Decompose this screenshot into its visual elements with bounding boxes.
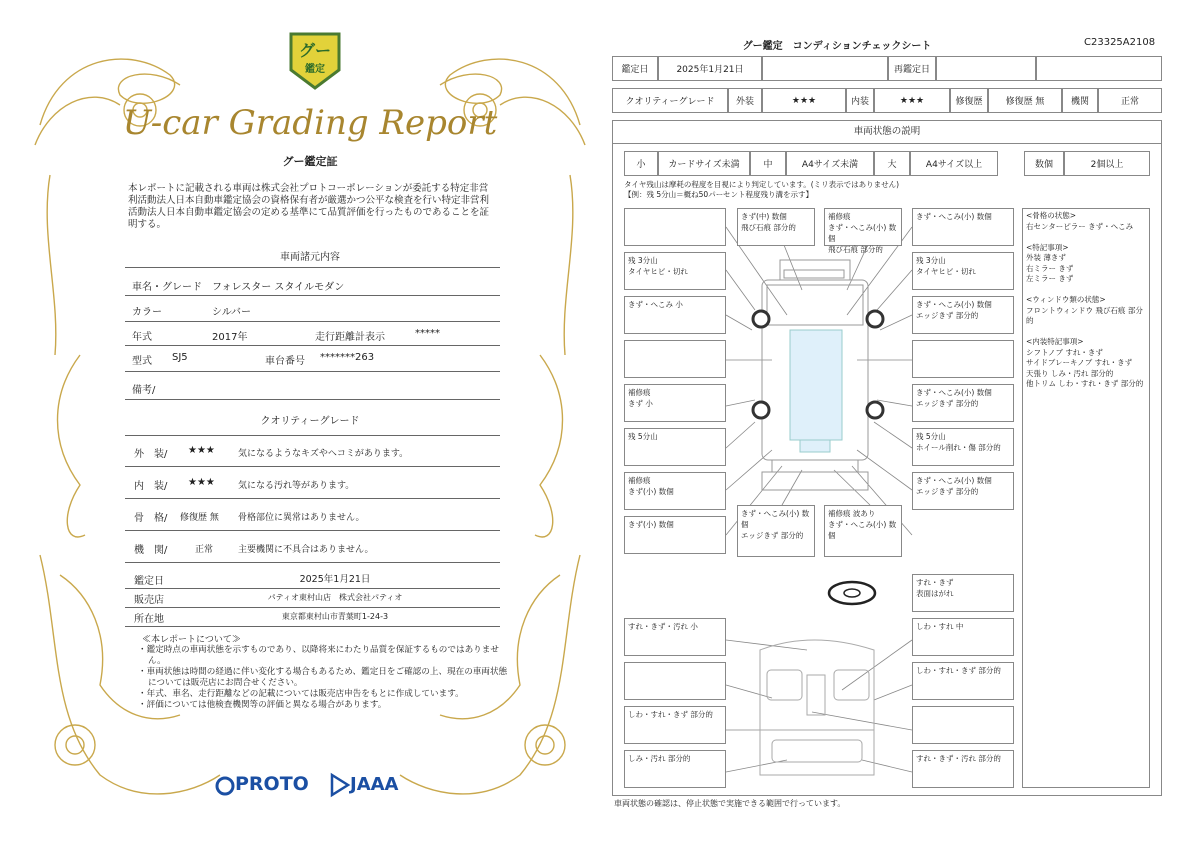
condition-box: 補修痕 きず(小) 数個 (624, 472, 726, 510)
notes-list (138, 645, 508, 711)
grade-value: 正常 (195, 545, 214, 555)
condition-box: 残 5分山 ホイール削れ・傷 部分的 (912, 428, 1014, 466)
date-label: 鑑定日 (134, 576, 164, 587)
grade-note: 気になるようなキズやヘコミがあります。 (238, 449, 409, 459)
grade-label: 外 装/ (134, 449, 168, 460)
count-label: 数個 (1024, 151, 1064, 176)
exterior-value: ★★★ (762, 88, 846, 113)
grade-note: 気になる汚れ等があります。 (238, 481, 355, 491)
grading-certificate (20, 15, 600, 835)
condition-box: きず・へこみ(小) 数個 エッジきず 部分的 (912, 296, 1014, 334)
note-item: ・車両状態は時間の経過に伴い変化する場合もあるため、鑑定日をご確認の上、現在の車両状態については販売店にお問合せください。 (138, 667, 508, 688)
chassis-label: 車台番号 (265, 356, 305, 367)
condition-box: きず・へこみ(小) 数個 (912, 208, 1014, 246)
address-value: 東京都東村山市青葉町1-24-3 (281, 612, 389, 621)
sheet-title: グー鑑定 コンディションチェックシート (742, 41, 932, 52)
condition-check-sheet (612, 30, 1164, 820)
badge-bottom-text: 鑑定 (305, 64, 325, 75)
condition-box (624, 662, 726, 700)
spec-heading: 車両諸元内容 (280, 252, 340, 263)
grade-label: 骨 格/ (134, 513, 168, 524)
condition-box: 補修痕 波あり きず・へこみ(小) 数個 (824, 505, 902, 557)
condition-box: しわ・すれ・きず 部分的 (912, 662, 1014, 700)
type-value: SJ5 (172, 352, 188, 363)
model-label: 車名・グレード (132, 282, 202, 293)
quality-heading: クオリティーグレード (260, 416, 360, 427)
note-item: ・年式、車名、走行距離などの記載については販売店申告をもとに作成しています。 (138, 689, 464, 699)
year-label: 年式 (132, 332, 152, 343)
redate-label: 再鑑定日 (888, 56, 936, 81)
jaaa-logo-text: JAAA (350, 774, 399, 795)
grade-note: 骨格部位に異常はありません。 (238, 513, 365, 523)
quality-grade-label: クオリティーグレード (612, 88, 728, 113)
condition-box: きず(中) 数個 飛び石痕 部分的 (737, 208, 815, 246)
condition-box: 補修痕 きず・へこみ(小) 数個 飛び石痕 部分的 (824, 208, 902, 246)
jaaa-logo (330, 773, 420, 799)
condition-box: しみ・汚れ 部分的 (624, 750, 726, 788)
condition-box: きず・へこみ(小) 数個 エッジきず 部分的 (737, 505, 815, 557)
script-title: U-car Grading Report (122, 103, 498, 143)
condition-box: きず・へこみ 小 (624, 296, 726, 334)
size-medium: 中 (750, 151, 786, 176)
date-value: 2025年1月21日 (299, 574, 371, 585)
type-label: 型式 (132, 356, 152, 367)
grade-value: ★★★ (188, 477, 215, 488)
sheet-code: C23325A2108 (1084, 37, 1156, 48)
condition-box: しわ・すれ 中 (912, 618, 1014, 656)
grade-value: ★★★ (188, 445, 215, 456)
steering-wheel-icon (829, 582, 875, 604)
proto-logo-icon (215, 775, 235, 797)
dealer-value: パティオ東村山店 株式会社パティオ (267, 593, 403, 602)
proto-logo (215, 773, 325, 799)
condition-box (624, 340, 726, 378)
condition-box: 残 3分山 タイヤヒビ・切れ (912, 252, 1014, 290)
proto-logo-text: PROTO (235, 773, 309, 795)
year-value: 2017年 (212, 332, 248, 343)
address-label: 所在地 (134, 614, 164, 625)
goo-badge (287, 30, 343, 92)
condition-box: すれ・きず・汚れ 部分的 (912, 750, 1014, 788)
model-value: フォレスター スタイルモダン (212, 282, 345, 293)
condition-box: すれ・きず・汚れ 小 (624, 618, 726, 656)
tire-note: タイヤ残山は摩耗の程度を目視により判定しています。(ミリ表示ではありません) (624, 180, 900, 189)
size-medium-desc: A4サイズ未満 (786, 151, 874, 176)
chassis-value: *******263 (320, 352, 375, 363)
size-large-desc: A4サイズ以上 (910, 151, 998, 176)
sheet-footer: 車両状態の確認は、停止状態で実施できる範囲で行っています。 (614, 799, 846, 808)
grade-label: 機 関/ (134, 545, 168, 556)
summary-box: <骨格の状態> 右センターピラー きず・へこみ <特記事項> 外装 薄きず 右ミラー きず 左ミラー きず <ウィンドウ類の状態> フロントウィンドウ 飛び石痕 部分的 <内装特記事項> シフトノブ すれ・きず サイドブレーキノブ すれ・きず 天張り しみ・汚れ 部分的 他トリム しわ・すれ・きず 部分的 (1022, 208, 1150, 788)
condition-box: きず・へこみ(小) 数個 エッジきず 部分的 (912, 384, 1014, 422)
condition-box (624, 208, 726, 246)
count-desc: 2個以上 (1064, 151, 1150, 176)
grade-note: 主要機関に不具合はありません。 (238, 545, 374, 555)
dealer-label: 販売店 (134, 595, 164, 606)
odometer-label: 走行距離計表示 (315, 332, 385, 343)
condition-box: すれ・きず 表面はがれ (912, 574, 1014, 612)
remarks-label: 備考/ (132, 385, 156, 396)
badge-top-text: グー (298, 41, 331, 60)
condition-box: しわ・すれ・きず 部分的 (624, 706, 726, 744)
interior-value: ★★★ (874, 88, 950, 113)
interior-label: 内装 (846, 88, 874, 113)
note-item: ・評価については他検査機関等の評価と異なる場合があります。 (138, 700, 387, 710)
cert-intro: 本レポートに記載される車両は株式会社プロトコーポレーションが委託する特定非営利活動法人日本自動車鑑定協会の資格保有者が厳選かつ公平な検査を行い特定非営利活動法人日本自動車鑑定協会の定める基準にて品質評価を行ったものであることを証明する。 (128, 183, 490, 230)
tire-note-example: 【例：残 5分山＝概ね50パーセント程度残り溝を示す】 (624, 190, 814, 199)
grade-value: 修復歴 無 (180, 513, 219, 523)
odometer-value: ***** (415, 328, 440, 339)
note-item: ・鑑定時点の車両状態を示すものであり、以降将来にわたり品質を保証するものではありません。 (138, 645, 499, 666)
size-small-desc: カードサイズ未満 (658, 151, 750, 176)
notes-title: ≪本レポートについて≫ (142, 635, 241, 645)
date-value: 2025年1月21日 (658, 56, 762, 81)
jaaa-logo-icon (330, 773, 350, 797)
condition-box: 残 3分山 タイヤヒビ・切れ (624, 252, 726, 290)
grade-label: 内 装/ (134, 481, 168, 492)
condition-box: きず(小) 数個 (624, 516, 726, 554)
condition-box (912, 340, 1014, 378)
size-small: 小 (624, 151, 658, 176)
color-value: シルバー (212, 307, 252, 318)
date-label: 鑑定日 (612, 56, 658, 81)
condition-box: 残 5分山 (624, 428, 726, 466)
size-large: 大 (874, 151, 910, 176)
color-label: カラー (132, 307, 162, 318)
condition-box: 補修痕 きず 小 (624, 384, 726, 422)
cert-title: グー鑑定証 (282, 155, 338, 168)
exterior-label: 外装 (728, 88, 762, 113)
engine-label: 機関 (1062, 88, 1098, 113)
repair-label: 修復歴 (950, 88, 988, 113)
engine-value: 正常 (1098, 88, 1162, 113)
condition-box: きず・へこみ(小) 数個 エッジきず 部分的 (912, 472, 1014, 510)
section-title: 車両状態の説明 (612, 120, 1162, 144)
condition-box (912, 706, 1014, 744)
repair-value: 修復歴 無 (988, 88, 1062, 113)
